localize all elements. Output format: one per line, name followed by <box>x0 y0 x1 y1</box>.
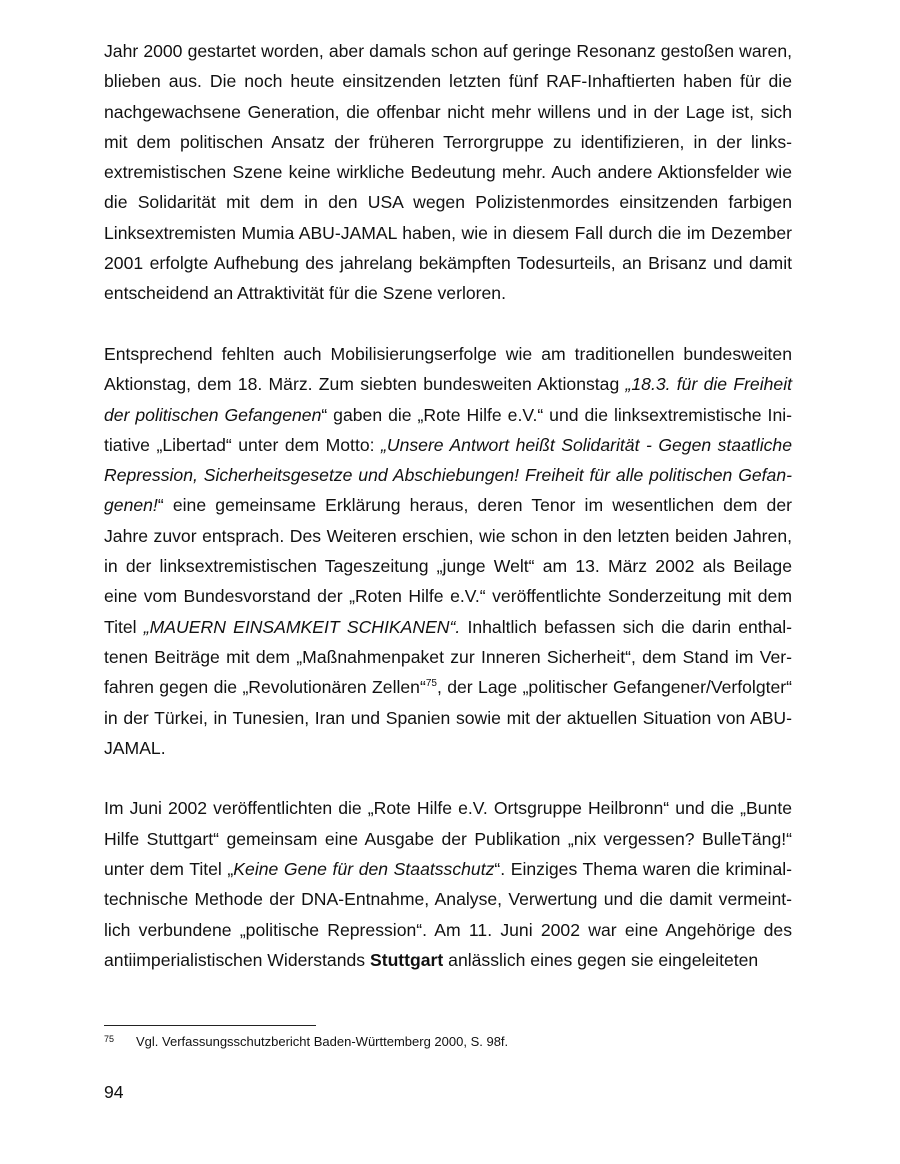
paragraph-3-text-c: anlässlich eines gegen sie eingeleiteten <box>443 949 759 970</box>
paragraph-1 <box>104 36 792 309</box>
paragraph-2-text-c: “ eine gemeinsame Erklärung heraus, deren Tenor im wesentlichen dem der Jahre zuvor entsprach. Des Weiteren erschien, wie schon in den letzten beiden Jahren, in der linksextremistischen Tageszeitung „junge Welt“ am 13. März 2002 als Beilage eine vom Bundesvorstand der „Roten Hilfe e.V.“ veröffentlichte Sonderzeitung mit dem Titel <box>104 495 792 637</box>
paragraph-1-text: Jahr 2000 gestartet worden, aber damals schon auf geringe Resonanz gestoßen waren, blieben aus. Die noch heute einsitzenden letzten fünf RAF-Inhaftierten haben für die nachgewachsene Generation, die offenbar nicht mehr willens und in der Lage ist, sich mit dem politischen Ansatz der früheren Terrorgruppe zu identifizieren, in der linksextremistischen Szene keine wirkliche Bedeutung mehr. Auch andere Aktionsfelder wie die Solidarität mit dem in den USA wegen Polizistenmordes einsitzenden farbigen Linksextremisten Mumia ABU-JAMAL haben, wie in diesem Fall durch die im Dezember 2001 erfolgte Aufhebung des jahrelang bekämpften Todesurteils, an Brisanz und damit entscheidend an Attraktivität für die Szene verloren. <box>104 41 792 304</box>
paragraph-2-text-d: Inhaltlich befassen sich die darin enthaltenen Beiträge mit dem „Maßnahmenpaket zur Inneren Sicherheit“, dem Stand im Verfahren gegen die „Revolutionären Zellen“ <box>104 616 792 698</box>
paragraph-3 <box>104 793 792 975</box>
footnote-separator <box>104 1025 316 1026</box>
document-body <box>104 36 792 975</box>
paragraph-2-italic-c: „MAUERN EINSAMKEIT SCHIKANEN“. <box>143 616 461 637</box>
paragraph-2-text-a: Entsprechend fehlten auch Mobilisierungserfolge wie am traditionellen bundesweiten Aktionstag, dem 18. März. Zum siebten bundesweiten Aktionstag <box>104 343 792 395</box>
footnote-text: Vgl. Verfassungsschutzbericht Baden-Württemberg 2000, S. 98f. <box>136 1034 509 1049</box>
paragraph-2-italic-a: „18.3. für die Freiheit der politischen Gefangenen <box>104 374 792 425</box>
paragraph-3-bold-location: Stuttgart <box>369 949 444 970</box>
paragraph-3-text-a: Im Juni 2002 veröffentlichten die „Rote Hilfe e.V. Ortsgruppe Heilbronn“ und die „Bunte Hilfe Stuttgart“ gemeinsam eine Ausgabe der Publikation „nix vergessen? BulleTäng!“ unter dem Titel „ <box>104 798 792 880</box>
footnote-number: 75 <box>104 1034 115 1044</box>
paragraph-3-italic-a: Keine Gene für den Staatsschutz <box>233 859 495 880</box>
paragraph-2 <box>104 339 792 763</box>
paragraph-2-italic-b: „Unsere Antwort heißt Solidarität - Gegen staatliche Repression, Sicherheitsgesetze und Abschiebungen! Freiheit für alle politischen Gefangenen! <box>104 434 792 516</box>
paragraph-2-text-b: “ gaben die „Rote Hilfe e.V.“ und die linksextremistische Initiative „Libertad“ unter dem Motto: <box>104 404 792 455</box>
paragraph-3-text-b: “. Einziges Thema waren die kriminaltechnische Methode der DNA-Entnahme, Analyse, Verwertung und die damit vermeintlich verbundene „politische Repression“. Am 11. Juni 2002 war eine Angehörige des antiimperialistischen Widerstands <box>104 859 792 970</box>
footnote-reference[interactable]: 75 <box>425 678 437 690</box>
page-number: 94 <box>104 1082 124 1102</box>
paragraph-2-text-e: , der Lage „politischer Gefangener/Verfolgter“ in der Türkei, in Tunesien, Iran und Spanien sowie mit der aktuellen Situation von ABU-JAMAL. <box>104 677 792 758</box>
